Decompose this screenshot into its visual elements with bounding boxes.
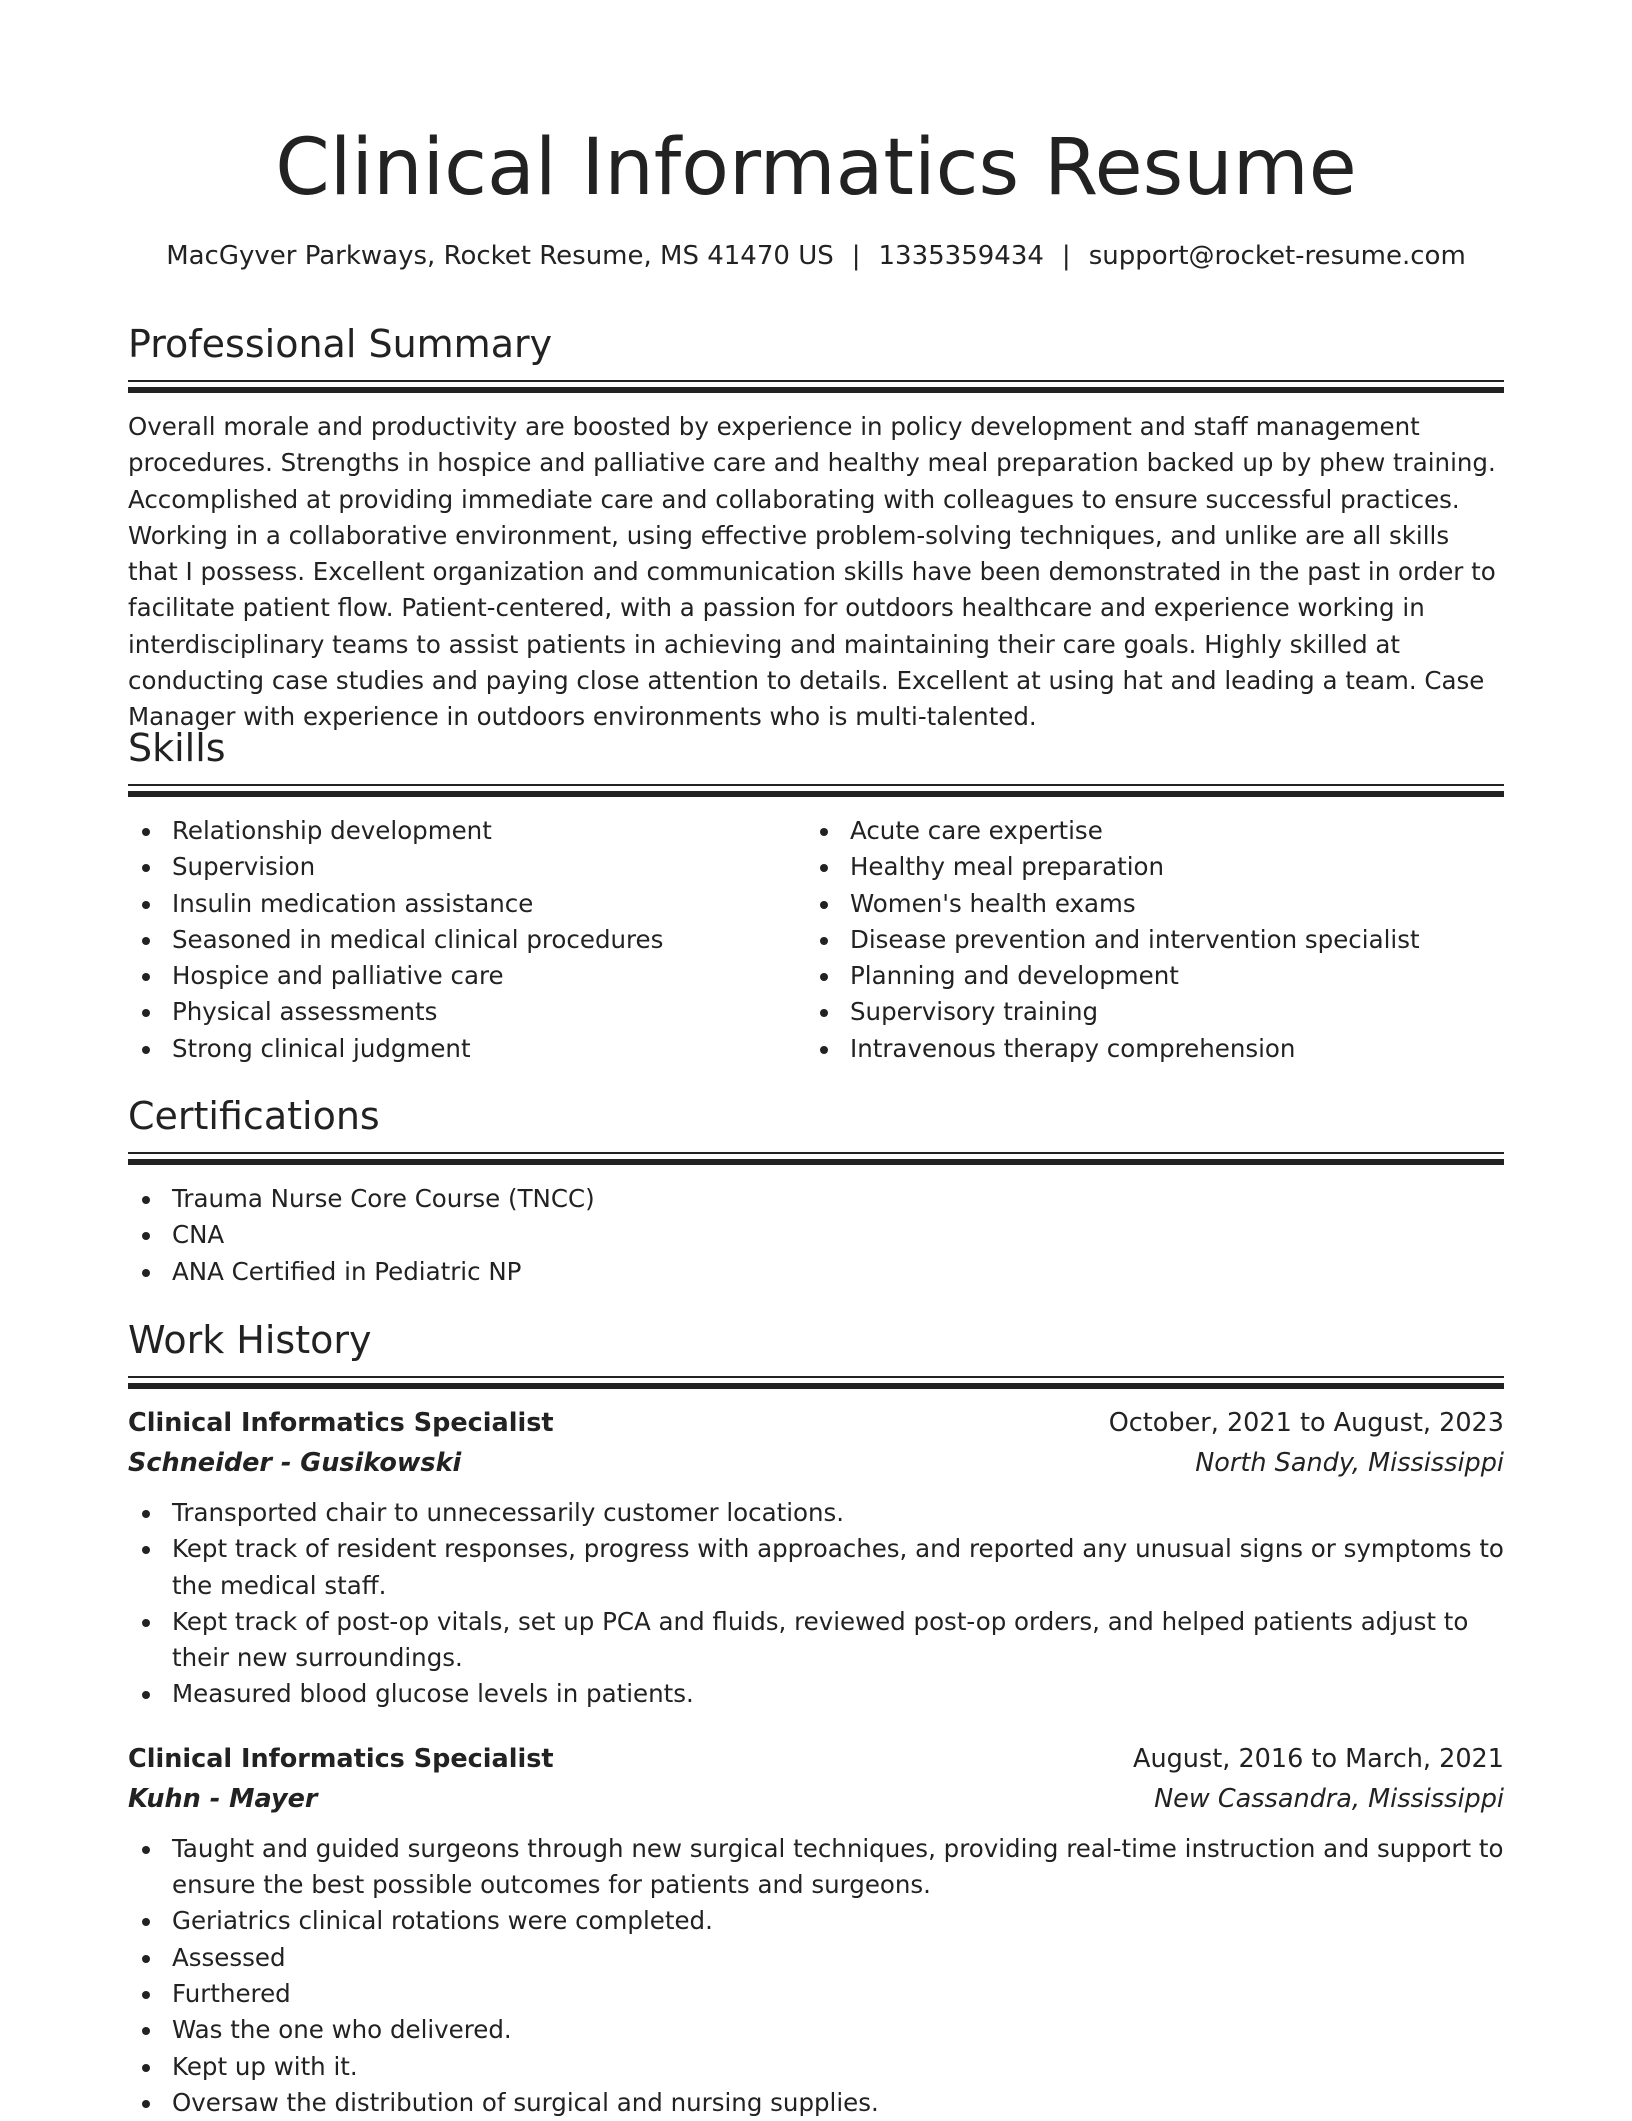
job-dates: August, 2016 to March, 2021 <box>1133 1743 1504 1774</box>
job-entry <box>128 1739 1504 2121</box>
job-header <box>128 1403 1504 1443</box>
certifications-heading: Certifications <box>128 1094 380 1138</box>
job-duty: Oversaw the distribution of surgical and nursing supplies. <box>128 2085 1504 2121</box>
summary-text: Overall morale and productivity are boosted by experience in policy development and staff management procedures. Strengths in hospice and palliative care and healthy meal preparation backed up by phew training. Accomplished at providing immediate care and collaborating with colleagues to ensure successful practices. Working in a collaborative environment, using effective problem-solving techniques, and unlike are all skills that I possess. Excellent organization and communication skills have been demonstrated in the past in order to facilitate patient flow. Patient-centered, with a passion for outdoors healthcare and experience working in interdisciplinary teams to assist patients in achieving and maintaining their care goals. Highly skilled at conducting case studies and paying close attention to details. Excellent at using hat and leading a team. Case Manager with experience in outdoors environments who is multi-talented. <box>128 412 1496 732</box>
job-company: Kuhn - Mayer <box>128 1783 318 1814</box>
job-location: New Cassandra, Mississippi <box>1154 1783 1504 1814</box>
job-duty: Assessed <box>128 1940 1504 1976</box>
job-subheader <box>128 1443 1504 1483</box>
certification-item: ANA Certified in Pediatric NP <box>128 1254 1504 1290</box>
job-duties-list <box>128 1495 1504 1713</box>
skill-item: Supervisory training <box>806 994 1504 1030</box>
job-entry <box>128 1403 1504 1713</box>
section-divider <box>128 1159 1504 1165</box>
certifications-list <box>128 1181 1504 1290</box>
job-location: North Sandy, Mississippi <box>1195 1448 1504 1478</box>
job-title: Clinical Informatics Specialist <box>128 1408 554 1438</box>
skill-item: Disease prevention and intervention specialist <box>806 922 1504 958</box>
section-divider <box>128 380 1504 382</box>
job-subheader <box>128 1779 1504 1819</box>
skill-item: Hospice and palliative care <box>128 958 806 994</box>
job-title: Clinical Informatics Specialist <box>128 1743 554 1774</box>
contact-line <box>128 236 1504 276</box>
certifications-section <box>128 1090 1504 1290</box>
skills-list-left <box>128 813 806 1067</box>
skill-item: Intravenous therapy comprehension <box>806 1031 1504 1067</box>
skill-item: Supervision <box>128 849 806 885</box>
summary-heading: Professional Summary <box>128 322 553 366</box>
job-duty: Kept up with it. <box>128 2049 1504 2085</box>
job-header <box>128 1739 1504 1779</box>
skills-columns <box>128 813 1504 1067</box>
contact-phone: 1335359434 <box>878 241 1044 271</box>
job-dates: October, 2021 to August, 2023 <box>1108 1408 1504 1438</box>
contact-separator: | <box>851 241 861 271</box>
skills-section <box>128 722 1504 1067</box>
skill-item: Insulin medication assistance <box>128 886 806 922</box>
skill-item: Physical assessments <box>128 994 806 1030</box>
skill-item: Planning and development <box>806 958 1504 994</box>
certification-item: CNA <box>128 1217 1504 1253</box>
job-duty: Measured blood glucose levels in patients. <box>128 1676 1504 1712</box>
work-history-heading: Work History <box>128 1318 372 1362</box>
job-duty: Kept track of resident responses, progress with approaches, and reported any unusual signs or symptoms to the medical staff. <box>128 1531 1504 1604</box>
section-divider <box>128 784 1504 786</box>
contact-email: support@rocket-resume.com <box>1088 241 1466 271</box>
section-divider <box>128 1376 1504 1378</box>
section-divider <box>128 1383 1504 1389</box>
resume-title: Clinical Informatics Resume <box>275 123 1357 213</box>
contact-address: MacGyver Parkways, Rocket Resume, MS 41470 US <box>166 241 834 271</box>
job-duties-list <box>128 1831 1504 2121</box>
skills-heading: Skills <box>128 726 226 770</box>
skill-item: Acute care expertise <box>806 813 1504 849</box>
contact-separator: | <box>1061 241 1071 271</box>
skill-item: Women's health exams <box>806 886 1504 922</box>
certification-item: Trauma Nurse Core Course (TNCC) <box>128 1181 1504 1217</box>
summary-section <box>128 318 1504 736</box>
section-divider <box>128 1152 1504 1154</box>
work-history-section <box>128 1314 1504 2121</box>
section-divider <box>128 791 1504 797</box>
section-divider <box>128 387 1504 393</box>
job-duty: Geriatrics clinical rotations were completed. <box>128 1903 1504 1939</box>
skill-item: Seasoned in medical clinical procedures <box>128 922 806 958</box>
skills-list-right <box>806 813 1504 1067</box>
job-company: Schneider - Gusikowski <box>128 1448 462 1478</box>
job-duty: Taught and guided surgeons through new surgical techniques, providing real-time instruction and support to ensure the best possible outcomes for patients and surgeons. <box>128 1831 1504 1904</box>
job-duty: Transported chair to unnecessarily customer locations. <box>128 1495 1504 1531</box>
skill-item: Strong clinical judgment <box>128 1031 806 1067</box>
skill-item: Healthy meal preparation <box>806 849 1504 885</box>
job-duty: Furthered <box>128 1976 1504 2012</box>
job-duty: Was the one who delivered. <box>128 2012 1504 2048</box>
skill-item: Relationship development <box>128 813 806 849</box>
job-duty: Kept track of post-op vitals, set up PCA and fluids, reviewed post-op orders, and helped patients adjust to their new surroundings. <box>128 1604 1504 1677</box>
